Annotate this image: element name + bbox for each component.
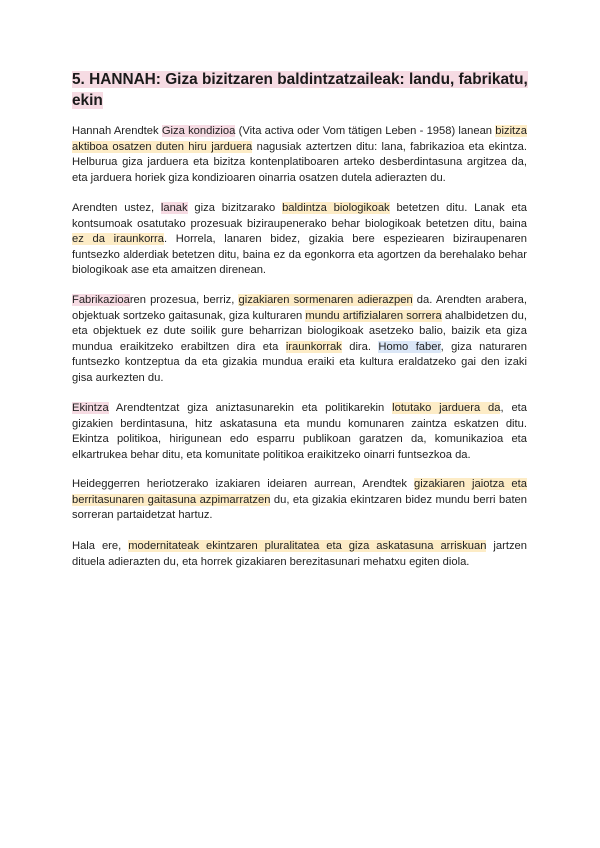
highlighted-text: lotutako jarduera da	[392, 402, 501, 414]
highlighted-text: Fabrikazioa	[72, 294, 130, 306]
highlighted-text: gizakiaren jaiotza eta berritasunaren gaitasuna azpimarratzen	[72, 478, 527, 506]
text-run: Hala ere,	[72, 540, 129, 552]
text-run: du, eta gizakia ekintzaren bidez mundu berri baten sorreran partaidetzat hartuz.	[72, 493, 527, 522]
highlighted-text: iraunkorrak	[285, 340, 342, 353]
text-run: nagusiak aztertzen ditu: lana, fabrikazioa eta ekintza. Helburua giza jarduera eta bizitza kontenplatiboaren arteko desberdintasuna argitzea da, eta jarduera horiek giza kondizioaren oinarria osatzen dutela adierazten du.	[72, 140, 527, 184]
text-run: . Horrela, lanaren bidez, gizakia bere espeziearen biziraupenaren funtsezko alderdiak betetzen ditu, baina ez da egonkorra eta agortzen da berehalako behar biologikoak ase eta amaitzen direnean.	[72, 233, 527, 277]
text-run: giza bizitzarako	[187, 202, 283, 214]
page-title	[72, 69, 530, 111]
highlighted-text: gizakiaren sormenaren adierazpen	[238, 294, 413, 306]
text-run: jartzen dituela adierazten du, eta horrek gizakiaren berezitasunari mehatxu egiten diola.	[72, 540, 527, 568]
highlighted-text: modernitateak ekintzaren pluralitatea eta giza askatasuna arriskuan	[128, 540, 487, 552]
text-run: Hannah Arendtek	[72, 125, 162, 137]
highlighted-text: bizitza aktiboa osatzen duten hiru jarduera	[72, 125, 527, 153]
text-run: , eta gizakien berdintasuna, hitz askatasuna eta mundu komunaren zaintza eskatzen ditu. Ekintza politikoa, hirigunean edo esparru publikoan garatzen da, komunikazioa eta elkartrukea behar ditu, eta komunitate politikoa eraikitzeko oinarri funtsezkoa da.	[72, 402, 527, 461]
paragraph-5	[72, 477, 527, 524]
paragraph-6	[72, 539, 527, 570]
text-run: ren prozesua, berriz,	[129, 294, 239, 306]
paragraph-1	[72, 124, 527, 186]
text-run: (Vita activa oder Vom tätigen Leben - 1958) lanean	[235, 125, 496, 137]
text-run: ahalbidetzen du, eta objektuek ez dute soilik gure beharrizan biologikoak asetzeko balio, baizik eta giza mundua eraikitzeko erabiltzen dira eta	[72, 309, 527, 353]
text-run: da. Arendten arabera, objektuak sortzeko gaitasunak, giza kulturaren	[72, 294, 527, 322]
text-run: , giza naturaren funtsezko kontzeptua da eta gizakia mundua eraiki eta kultura eraldatzeko gai den izaki gisa aurkezten du.	[72, 340, 527, 384]
paragraph-3	[72, 293, 527, 387]
text-run: Arendtentzat giza aniztasunarekin eta politikarekin	[108, 402, 393, 414]
text-run: betetzen ditu. Lanak eta kontsumoak osatutako prozesuak biziraupenerako behar biologikoak betetzen ditu, baina	[72, 202, 527, 230]
page-title-text: 5. HANNAH: Giza bizitzaren baldintzatzaileak: landu, fabrikatu, ekin	[72, 71, 528, 109]
highlighted-text: Homo faber	[378, 340, 441, 353]
highlighted-text: Giza kondizioa	[161, 125, 236, 137]
highlighted-text: lanak	[160, 202, 188, 214]
text-run: Heideggerren heriotzerako izakiaren ideiaren aurrean, Arendtek	[72, 478, 415, 490]
highlighted-text: ez da iraunkorra	[72, 233, 164, 246]
highlighted-text: Ekintza	[72, 402, 109, 414]
highlighted-text: baldintza biologikoak	[282, 202, 390, 214]
text-run: dira.	[341, 340, 379, 353]
highlighted-text: mundu artifizialaren sorrera	[305, 309, 442, 322]
text-run: Arendten ustez,	[72, 202, 161, 214]
paragraph-2	[72, 201, 527, 279]
paragraph-4	[72, 401, 527, 463]
